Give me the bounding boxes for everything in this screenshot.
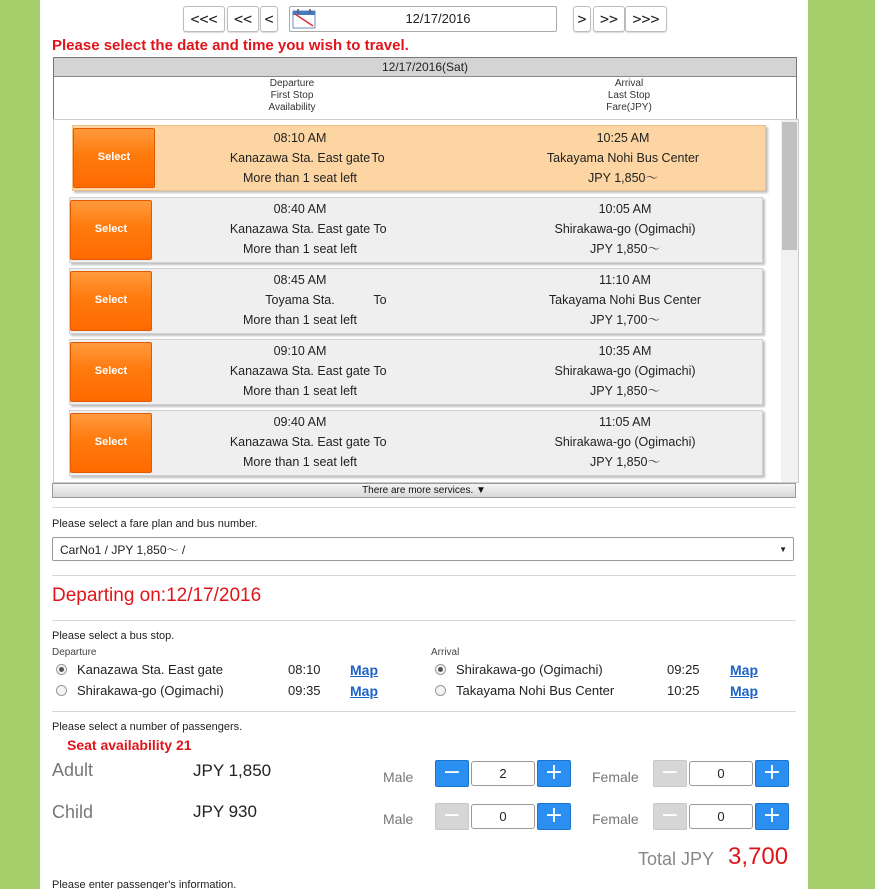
adult-male-increment-button[interactable]: + bbox=[537, 760, 571, 787]
seat-availability: More than 1 seat left bbox=[243, 313, 357, 327]
bus-stop-label: Please select a bus stop. bbox=[52, 630, 175, 642]
map-link[interactable]: Map bbox=[350, 662, 378, 678]
arrival-time: 10:25 AM bbox=[596, 131, 650, 145]
service-row[interactable] bbox=[72, 125, 766, 191]
adult-female-decrement-button[interactable]: − bbox=[653, 760, 687, 787]
fare: JPY 1,700～ bbox=[590, 313, 660, 327]
service-row[interactable] bbox=[69, 410, 763, 476]
arrival-stop-time: 09:25 bbox=[667, 662, 700, 677]
date-input[interactable] bbox=[289, 6, 557, 32]
to-label: To bbox=[373, 222, 387, 236]
seat-availability-count: Seat availability 21 bbox=[67, 737, 192, 753]
calendar-icon[interactable] bbox=[292, 8, 316, 29]
next-week-button[interactable]: >>> bbox=[625, 6, 667, 32]
departure-time: 08:40 AM bbox=[273, 202, 327, 216]
arrival-stop-radio[interactable] bbox=[435, 685, 446, 696]
adult-male-count[interactable]: 2 bbox=[471, 761, 535, 786]
divider bbox=[52, 507, 796, 508]
departure-time: 09:10 AM bbox=[273, 344, 327, 358]
to-label: To bbox=[373, 293, 387, 307]
passenger-info-label: Please enter passenger's information. bbox=[52, 879, 237, 889]
arrival-stop: Takayama Nohi Bus Center bbox=[546, 151, 700, 165]
select-service-button[interactable]: Select bbox=[70, 200, 152, 260]
departure-stop-radio[interactable] bbox=[56, 664, 67, 675]
fare-plan-label: Please select a fare plan and bus number. bbox=[52, 518, 258, 530]
departure-stop-name: Kanazawa Sta. East gate bbox=[77, 662, 223, 677]
services-table-header bbox=[53, 57, 797, 120]
departure-time: 09:40 AM bbox=[273, 415, 327, 429]
fare-plan-selected: CarNo1 / JPY 1,850～ / bbox=[60, 543, 186, 557]
prev-day-button[interactable]: < bbox=[260, 6, 278, 32]
seat-availability: More than 1 seat left bbox=[243, 242, 357, 256]
map-link[interactable]: Map bbox=[730, 683, 758, 699]
arrival-time: 10:35 AM bbox=[598, 344, 652, 358]
select-service-button[interactable]: Select bbox=[70, 342, 152, 402]
arrival-header bbox=[529, 78, 729, 114]
header-first-stop: First Stop bbox=[270, 90, 314, 101]
header-fare: Fare(JPY) bbox=[606, 102, 652, 113]
departure-stop-time: 08:10 bbox=[288, 662, 321, 677]
prev-2-days-button[interactable]: << bbox=[227, 6, 259, 32]
departure-stop: Kanazawa Sta. East gate bbox=[229, 151, 371, 165]
seat-availability: More than 1 seat left bbox=[243, 384, 357, 398]
select-service-button[interactable]: Select bbox=[70, 413, 152, 473]
arrival-heading: Arrival bbox=[431, 647, 460, 658]
departure-stop: Kanazawa Sta. East gate bbox=[229, 435, 371, 449]
departure-stop: Toyama Sta. bbox=[265, 293, 335, 307]
departure-time: 08:45 AM bbox=[273, 273, 327, 287]
arrival-stop: Shirakawa-go (Ogimachi) bbox=[554, 435, 696, 449]
fare-plan-select[interactable] bbox=[52, 537, 794, 561]
total-value: 3,700 bbox=[728, 843, 789, 870]
adult-price: JPY 1,850 bbox=[193, 761, 272, 780]
chevron-down-icon: ▼ bbox=[779, 545, 787, 554]
seat-availability: More than 1 seat left bbox=[243, 455, 357, 469]
table-date: 12/17/2016(Sat) bbox=[54, 58, 796, 77]
arrival-time: 11:05 AM bbox=[599, 415, 651, 429]
header-arrival: Arrival bbox=[614, 78, 644, 89]
service-row[interactable] bbox=[69, 339, 763, 405]
services-list[interactable] bbox=[53, 119, 799, 483]
fare: JPY 1,850～ bbox=[588, 171, 658, 185]
to-label: To bbox=[373, 364, 387, 378]
child-female-label: Female bbox=[592, 811, 639, 827]
total-label: Total JPY bbox=[638, 849, 715, 869]
arrival-stop-name: Takayama Nohi Bus Center bbox=[456, 683, 615, 698]
child-male-count[interactable]: 0 bbox=[471, 804, 535, 829]
map-link[interactable]: Map bbox=[730, 662, 758, 678]
arrival-stop-name: Shirakawa-go (Ogimachi) bbox=[456, 662, 603, 677]
next-day-button[interactable]: > bbox=[573, 6, 591, 32]
arrival-stop-radio[interactable] bbox=[435, 664, 446, 675]
departure-stop: Kanazawa Sta. East gate bbox=[229, 364, 371, 378]
adult-male-label: Male bbox=[383, 769, 414, 785]
child-female-decrement-button[interactable]: − bbox=[653, 803, 687, 830]
departing-on-title: Departing on:12/17/2016 bbox=[52, 585, 262, 606]
fare: JPY 1,850～ bbox=[590, 242, 660, 256]
divider bbox=[52, 711, 796, 712]
header-last-stop: Last Stop bbox=[607, 90, 651, 101]
to-label: To bbox=[373, 435, 387, 449]
arrival-stop-time: 10:25 bbox=[667, 683, 700, 698]
map-link[interactable]: Map bbox=[350, 683, 378, 699]
fare: JPY 1,850～ bbox=[590, 455, 660, 469]
arrival-time: 11:10 AM bbox=[599, 273, 651, 287]
to-label: To bbox=[371, 151, 385, 165]
adult-female-increment-button[interactable]: + bbox=[755, 760, 789, 787]
header-availability: Availability bbox=[268, 102, 316, 113]
select-date-prompt: Please select the date and time you wish to travel. bbox=[52, 37, 409, 54]
prev-week-button[interactable]: <<< bbox=[183, 6, 225, 32]
adult-label: Adult bbox=[52, 760, 94, 780]
select-service-button[interactable]: Select bbox=[73, 128, 155, 188]
seat-availability: More than 1 seat left bbox=[243, 171, 357, 185]
child-male-decrement-button[interactable]: − bbox=[435, 803, 469, 830]
child-male-label: Male bbox=[383, 811, 414, 827]
divider bbox=[52, 620, 796, 621]
adult-female-count[interactable]: 0 bbox=[689, 761, 753, 786]
adult-male-decrement-button[interactable]: − bbox=[435, 760, 469, 787]
services-scrollbar[interactable] bbox=[781, 120, 798, 482]
arrival-stop: Shirakawa-go (Ogimachi) bbox=[554, 222, 696, 236]
more-services-button[interactable]: There are more services. ▼ bbox=[52, 483, 796, 498]
departure-heading: Departure bbox=[52, 647, 97, 658]
departure-time: 08:10 AM bbox=[273, 131, 327, 145]
service-row[interactable] bbox=[69, 197, 763, 263]
next-2-days-button[interactable]: >> bbox=[593, 6, 625, 32]
child-female-increment-button[interactable]: + bbox=[755, 803, 789, 830]
divider bbox=[52, 575, 796, 576]
child-label: Child bbox=[52, 802, 94, 822]
header-departure: Departure bbox=[269, 78, 315, 89]
arrival-time: 10:05 AM bbox=[598, 202, 652, 216]
date-value: 12/17/2016 bbox=[405, 11, 471, 26]
passengers-label: Please select a number of passengers. bbox=[52, 721, 243, 733]
departure-stop: Kanazawa Sta. East gate bbox=[229, 222, 371, 236]
arrival-stop: Takayama Nohi Bus Center bbox=[548, 293, 702, 307]
child-female-count[interactable]: 0 bbox=[689, 804, 753, 829]
departure-stop-time: 09:35 bbox=[288, 683, 321, 698]
arrival-stop: Shirakawa-go (Ogimachi) bbox=[554, 364, 696, 378]
departure-stop-name: Shirakawa-go (Ogimachi) bbox=[77, 683, 224, 698]
fare: JPY 1,850～ bbox=[590, 384, 660, 398]
service-row[interactable] bbox=[69, 268, 763, 334]
select-service-button[interactable]: Select bbox=[70, 271, 152, 331]
departure-header bbox=[192, 78, 392, 114]
child-male-increment-button[interactable]: + bbox=[537, 803, 571, 830]
scrollbar-thumb[interactable] bbox=[782, 122, 797, 250]
departure-stop-radio[interactable] bbox=[56, 685, 67, 696]
child-price: JPY 930 bbox=[193, 802, 257, 821]
booking-page bbox=[40, 0, 808, 889]
adult-female-label: Female bbox=[592, 769, 639, 785]
